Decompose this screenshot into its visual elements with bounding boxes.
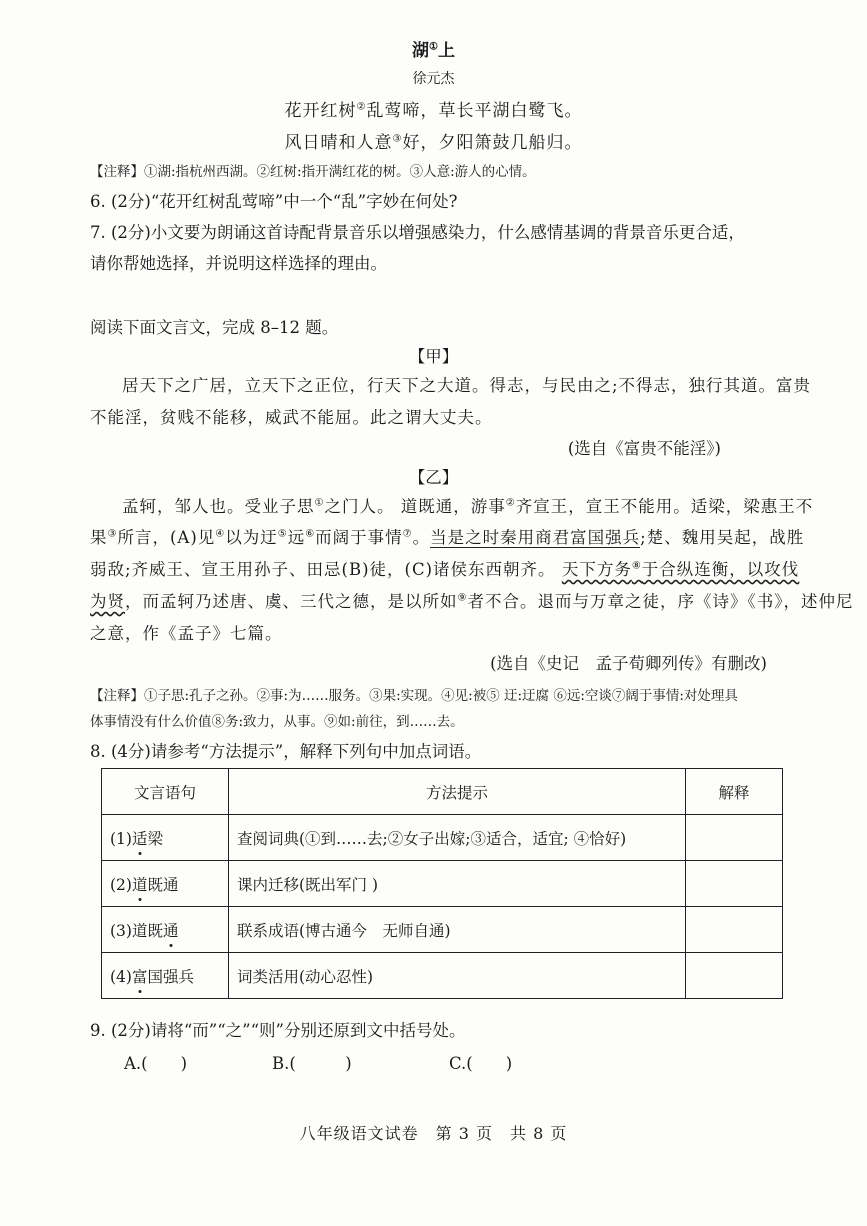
underlined-sentence: 当是之时秦用商君富国强兵 — [430, 528, 641, 547]
footnote-marker: ③ — [107, 528, 118, 540]
passage-text: 之门人。 道既通，游事 — [324, 497, 506, 516]
passage-yi-line-3 — [90, 556, 799, 580]
table-cell-sentence — [102, 815, 229, 861]
table-cell-sentence — [102, 907, 229, 953]
table-cell-answer[interactable] — [686, 953, 783, 999]
passage-jia-heading: 【甲】 — [408, 347, 459, 366]
passage-text: 孟轲，邹人也。受业子思 — [122, 497, 315, 516]
cell-text: 既通 — [147, 875, 179, 894]
table-row — [102, 815, 783, 861]
poem-line-text: 花开红树 — [284, 101, 357, 121]
passage-text: 弱敌;齐威王、宣王用孙子、田忌(B)徒，(C)诸侯东西朝齐。 — [90, 560, 556, 579]
table-cell-hint: 查阅词典(①到……去;②女子出嫁;③适合，适宜; ④恰好) — [229, 815, 686, 861]
poem-title-text: 湖 — [412, 41, 430, 61]
poem-title — [0, 36, 867, 61]
footnote-marker: ⑧ — [631, 560, 642, 572]
vocabulary-table — [101, 768, 783, 999]
footnote-marker: ④ — [215, 528, 226, 540]
cell-text: (3)道既 — [110, 921, 163, 940]
passage-text: 者不合。退而与万章之徒，序《诗》《书》，述仲尼 — [467, 592, 854, 611]
wavy-underlined-sentence — [562, 560, 799, 579]
cell-text: 梁 — [147, 829, 163, 848]
q9-option-a[interactable]: A.( ) — [124, 1054, 188, 1073]
footnote-marker: ⑥ — [305, 528, 316, 540]
table-cell-hint: 词类活用(动心忍性) — [229, 953, 686, 999]
cell-text: (4) — [110, 967, 132, 986]
cell-text: 国强兵 — [147, 967, 194, 986]
poem-line-1 — [0, 96, 867, 121]
poem-title-text-end: 上 — [437, 41, 455, 61]
question-8: 8. (4分)请参考“方法提示”，解释下列句中加点词语。 — [90, 742, 482, 761]
table-cell-hint: 联系成语(博古通今 无师自通) — [229, 907, 686, 953]
poem-note: 【注释】①湖:指杭州西湖。②红树:指开满红花的树。③人意:游人的心情。 — [90, 164, 536, 180]
reading-instruction: 阅读下面文言文，完成 8–12 题。 — [90, 318, 339, 337]
footnote-marker: ② — [356, 101, 367, 113]
passage-text: 以为迂 — [225, 528, 278, 547]
table-row — [102, 861, 783, 907]
page-footer: 八年级语文试卷 第 3 页 共 8 页 — [299, 1124, 568, 1143]
table-cell-answer[interactable] — [686, 861, 783, 907]
table-cell-hint: 课内迁移(既出军门 ) — [229, 861, 686, 907]
passage-yi-heading: 【乙】 — [408, 468, 459, 487]
passage-note-line-1: 【注释】①子思:孔子之孙。②事:为……服务。③果:实现。④见:被⑤ 迂:迂腐 ⑥远:空谈⑦阔于事情:对处理具 — [90, 688, 738, 704]
passage-text: 。 — [412, 528, 431, 547]
table-header: 文言语句 — [102, 769, 229, 815]
passage-yi-line-5: 之意，作《孟子》七篇。 — [90, 624, 283, 643]
passage-text: 而阔于事情 — [315, 528, 403, 547]
wavy-underlined-sentence-end: 为贤 — [90, 592, 125, 611]
question-6: 6. (2分)“花开红树乱莺啼”中一个“乱”字妙在何处? — [90, 192, 458, 211]
question-7-line-2: 请你帮她选择，并说明这样选择的理由。 — [90, 254, 387, 273]
passage-jia-line-1: 居天下之广居，立天下之正位，行天下之大道。得志，与民由之;不得志，独行其道。富贵 — [122, 376, 812, 395]
passage-yi-line-1 — [122, 493, 813, 517]
passage-yi-line-2 — [90, 524, 804, 548]
passage-text: ;楚、魏用吴起，战胜 — [640, 528, 805, 547]
table-cell-answer[interactable] — [686, 815, 783, 861]
footnote-marker: ⑤ — [277, 528, 288, 540]
passage-text: 天下方务 — [561, 560, 632, 579]
passage-text: 于合纵连衡，以攻伐 — [641, 560, 800, 579]
poem-line-text: 乱莺啼，草长平湖白鹭飞。 — [366, 101, 583, 121]
table-row — [102, 953, 783, 999]
passage-text: 齐宣王，宣王不能用。适梁，梁惠王不 — [515, 497, 814, 516]
table-cell-sentence — [102, 861, 229, 907]
table-cell-answer[interactable] — [686, 907, 783, 953]
footnote-marker: ① — [429, 41, 438, 53]
dotted-word: 富 — [131, 967, 148, 986]
passage-text: ，而孟轲乃述唐、虞、三代之德，是以所如 — [125, 592, 458, 611]
table-header: 方法提示 — [229, 769, 686, 815]
dotted-word: 适 — [131, 829, 148, 848]
q9-option-b[interactable]: B.( ) — [272, 1054, 352, 1073]
passage-note-line-2: 体事情没有什么价值⑧务:致力，从事。⑨如:前往，到……去。 — [90, 714, 464, 730]
passage-text: 果 — [90, 528, 108, 547]
passage-jia-line-2: 不能淫，贫贱不能移，威武不能屈。此之谓大丈夫。 — [90, 408, 493, 427]
q9-option-c[interactable]: C.( ) — [449, 1054, 513, 1073]
passage-text: 所言，(A)见 — [117, 528, 216, 547]
question-7-line-1: 7. (2分)小文要为朗诵这首诗配背景音乐以增强感染力，什么感情基调的背景音乐更合适， — [90, 223, 745, 242]
table-row — [102, 907, 783, 953]
cell-text: (2) — [110, 875, 132, 894]
dotted-word: 通 — [162, 921, 179, 940]
dotted-word: 道 — [131, 875, 148, 894]
poem-line-2 — [0, 128, 867, 153]
table-header: 解释 — [686, 769, 783, 815]
cell-text: (1) — [110, 829, 132, 848]
footnote-marker: ③ — [392, 133, 403, 145]
footnote-marker: ② — [505, 497, 516, 509]
question-9: 9. (2分)请将“而”“之”“则”分别还原到文中括号处。 — [90, 1021, 466, 1040]
footnote-marker: ⑦ — [402, 528, 413, 540]
footnote-marker: ① — [314, 497, 325, 509]
table-header-row — [102, 769, 783, 815]
passage-yi-source: (选自《史记 孟子荀卿列传》有删改) — [490, 654, 767, 673]
poem-line-text: 好，夕阳箫鼓几船归。 — [402, 133, 583, 153]
table-cell-sentence — [102, 953, 229, 999]
passage-text: 远 — [287, 528, 306, 547]
footnote-marker: ⑨ — [457, 592, 468, 604]
poem-author: 徐元杰 — [412, 71, 455, 87]
passage-jia-source: (选自《富贵不能淫》) — [567, 439, 721, 458]
poem-line-text: 风日晴和人意 — [284, 133, 393, 153]
passage-yi-line-4 — [90, 588, 853, 612]
